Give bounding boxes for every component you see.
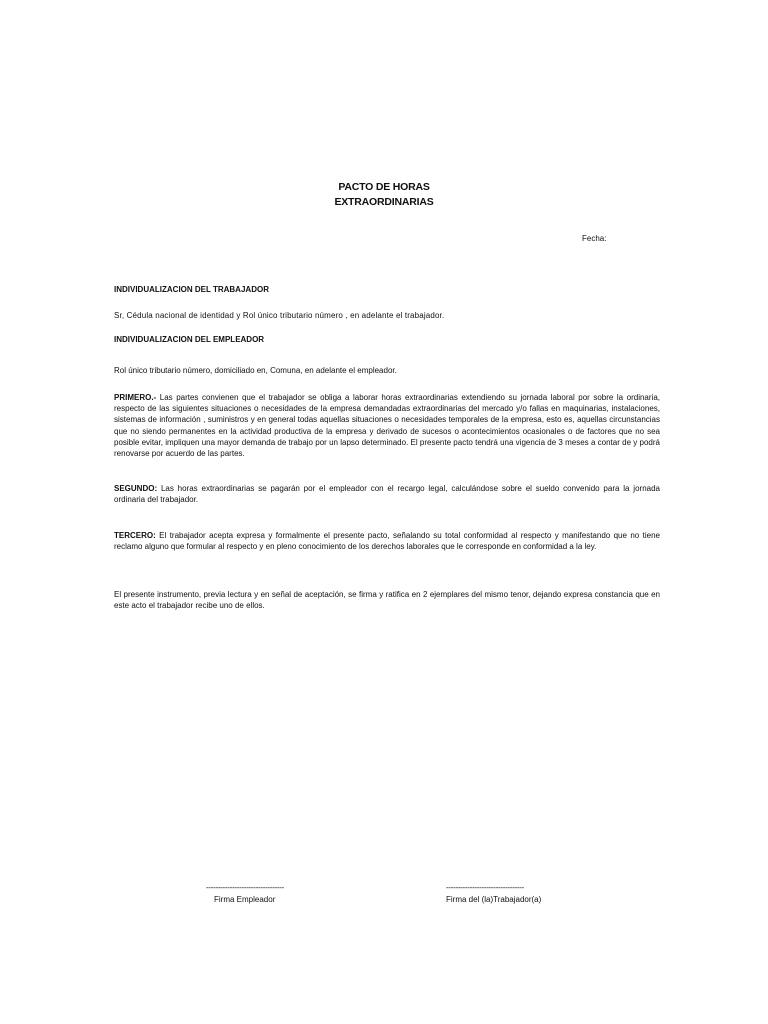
clause-primero-text: Las partes convienen que el trabajador se obliga a laborar horas extraordinarias extendiendo su jornada laboral por sobre la ordinaria, respecto de las siguientes situaciones o necesidades de la empresa demandadas extraordinarias del mercado y/o fallas en maquinarias, instalaciones, sistemas de información , suministros y en general todas aquellas situaciones o necesidades temporales de la empresa, esto es, aquellas circunstancias que no siendo permanentes en la actividad productiva de la empresa y derivado de sucesos o acontecimientos ocasionales o de factores que no sea posible evitar, impliquen una mayor demanda de trabajo por un lapso determinado. El presente pacto tendrá una vigencia de 3 meses a contar de y podrá renovarse por acuerdo de las partes. (114, 393, 660, 459)
empleador-line: Rol único tributario número, domiciliado en, Comuna, en adelante el empleador. (114, 366, 397, 375)
clause-primero-label: PRIMERO.- (114, 393, 157, 402)
document-title-line1: PACTO DE HORAS (338, 181, 430, 193)
document-title-line2: EXTRAORDINARIAS (334, 196, 434, 208)
signature-label-empleador: Firma Empleador (214, 895, 276, 904)
trabajador-line: Sr, Cédula nacional de identidad y Rol único tributario número , en adelante el trabajador. (114, 311, 445, 320)
clause-tercero-label: TERCERO: (114, 531, 156, 540)
clause-tercero (114, 530, 660, 552)
trabajador-heading: INDIVIDUALIZACION DEL TRABAJADOR (114, 285, 269, 294)
signature-line-empleador: --------------------------------- (206, 883, 285, 892)
clause-segundo (114, 483, 660, 505)
clause-segundo-text: Las horas extraordinarias se pagarán por el empleador con el recargo legal, calculándose sobre el sueldo convenido para la jornada ordinaria del trabajador. (114, 484, 660, 505)
signature-line-trabajador: --------------------------------- (446, 883, 525, 892)
clause-segundo-label: SEGUNDO: (114, 484, 158, 493)
closing-paragraph: El presente instrumento, previa lectura y en señal de aceptación, se firma y ratifica en 2 ejemplares del mismo tenor, dejando expresa constancia que en este acto el trabajador recibe uno de ellos. (114, 590, 660, 611)
clause-primero (114, 392, 660, 459)
date-label: Fecha: (582, 234, 607, 243)
clause-tercero-text: El trabajador acepta expresa y formalmente el presente pacto, señalando su total conformidad al respecto y manifestando que no tiene reclamo alguno que formular al respecto y en pleno conocimiento de los derechos laborales que le corresponde en conformidad a la ley. (114, 531, 660, 552)
signature-label-trabajador: Firma del (la)Trabajador(a) (446, 895, 542, 904)
empleador-heading: INDIVIDUALIZACION DEL EMPLEADOR (114, 335, 265, 344)
